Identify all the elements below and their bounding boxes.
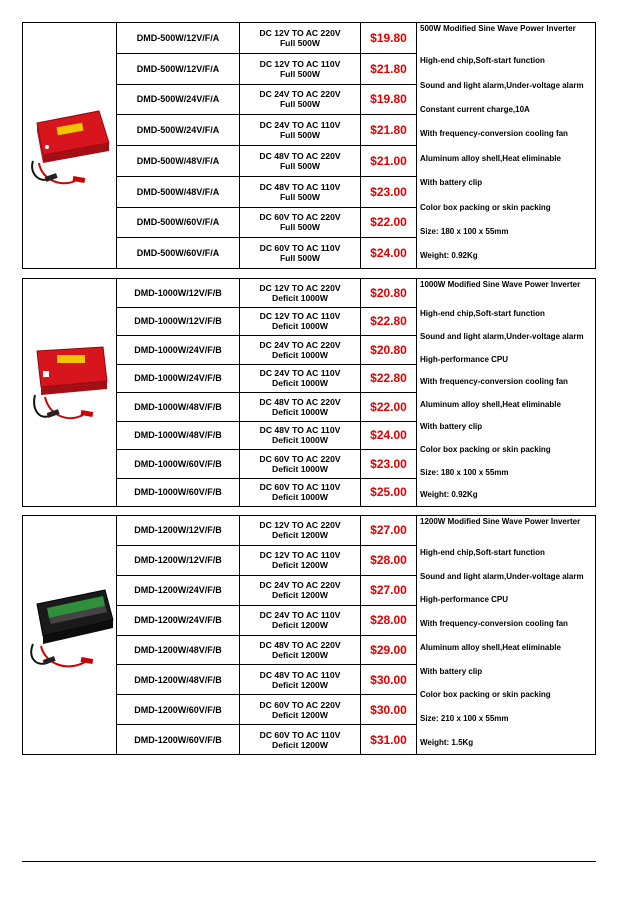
price-cell: $22.00 bbox=[370, 215, 407, 230]
price-cell: $29.00 bbox=[370, 642, 407, 657]
description-line: Sound and light alarm,Under-voltage alarm bbox=[420, 331, 584, 341]
spec-power: Deficit 1000W bbox=[272, 406, 328, 417]
spec-power: Deficit 1000W bbox=[272, 349, 328, 360]
spec-line: DC 24V TO AC 110V bbox=[259, 610, 341, 621]
description-line: High-performance CPU bbox=[420, 595, 509, 605]
price-cell: $27.00 bbox=[370, 583, 407, 598]
spec-power: Full 500W bbox=[279, 130, 321, 141]
model-cell: DMD-1000W/60V/F/B bbox=[117, 479, 240, 507]
spec-line: DC 24V TO AC 110V bbox=[259, 368, 341, 379]
spec-line: DC 24V TO AC 220V bbox=[259, 89, 341, 100]
model-cell: DMD-1000W/24V/F/B bbox=[117, 365, 240, 393]
table-row bbox=[117, 308, 416, 337]
spec-power: Deficit 1200W bbox=[272, 560, 328, 571]
spec-line: DC 12V TO AC 220V bbox=[259, 282, 341, 293]
description-line: With battery clip bbox=[420, 422, 483, 432]
model-cell: DMD-1200W/60V/F/B bbox=[117, 695, 240, 724]
description-line: Sound and light alarm,Under-voltage alarm bbox=[420, 571, 584, 581]
table-row bbox=[117, 146, 416, 177]
spec-line: DC 48V TO AC 110V bbox=[259, 181, 341, 192]
spec-cell bbox=[240, 665, 361, 694]
price-cell: $21.00 bbox=[370, 153, 407, 168]
price-cell: $31.00 bbox=[370, 732, 407, 747]
description-title: 500W Modified Sine Wave Power Inverter bbox=[420, 24, 576, 33]
description-line: Weight: 1.5Kg bbox=[420, 737, 474, 747]
model-cell: DMD-1200W/24V/F/B bbox=[117, 606, 240, 635]
spec-cell bbox=[240, 85, 361, 115]
model-cell: DMD-500W/60V/F/A bbox=[117, 208, 240, 238]
description-line: Size: 210 x 100 x 55mm bbox=[420, 713, 509, 723]
spec-line: DC 60V TO AC 110V bbox=[259, 729, 341, 740]
price-cell: $22.00 bbox=[370, 399, 407, 414]
model-cell: DMD-1200W/48V/F/B bbox=[117, 665, 240, 694]
spec-line: DC 12V TO AC 110V bbox=[259, 58, 341, 69]
spec-power: Full 500W bbox=[279, 99, 321, 110]
spec-power: Deficit 1200W bbox=[272, 709, 328, 720]
model-cell: DMD-1000W/48V/F/B bbox=[117, 393, 240, 421]
model-cell: DMD-500W/24V/F/A bbox=[117, 115, 240, 145]
description-line: With frequency-conversion cooling fan bbox=[420, 619, 568, 629]
description-line: Weight: 0.92Kg bbox=[420, 490, 478, 500]
model-cell: DMD-500W/12V/F/A bbox=[117, 54, 240, 84]
spec-line: DC 48V TO AC 220V bbox=[259, 639, 341, 650]
description-line: Size: 180 x 100 x 55mm bbox=[420, 467, 509, 477]
table-row bbox=[117, 606, 416, 636]
table-row bbox=[117, 208, 416, 239]
spec-cell bbox=[240, 422, 361, 450]
price-cell: $24.00 bbox=[370, 246, 407, 261]
spec-line: DC 60V TO AC 110V bbox=[259, 243, 341, 254]
table-row bbox=[117, 479, 416, 507]
spec-power: Full 500W bbox=[279, 253, 321, 264]
model-cell: DMD-1200W/60V/F/B bbox=[117, 725, 240, 754]
spec-line: DC 60V TO AC 110V bbox=[259, 482, 341, 493]
description-line: High-performance CPU bbox=[420, 354, 509, 364]
spec-line: DC 12V TO AC 220V bbox=[259, 520, 341, 531]
spec-power: Full 500W bbox=[279, 68, 321, 79]
description-line: Size: 180 x 100 x 55mm bbox=[420, 226, 509, 236]
spec-cell bbox=[240, 450, 361, 478]
model-cell: DMD-1000W/48V/F/B bbox=[117, 422, 240, 450]
price-cell: $30.00 bbox=[370, 702, 407, 717]
price-cell: $27.00 bbox=[370, 523, 407, 538]
description-line: Aluminum alloy shell,Heat eliminable bbox=[420, 642, 561, 652]
price-cell: $21.80 bbox=[370, 61, 407, 76]
spec-power: Full 500W bbox=[279, 160, 321, 171]
price-cell: $25.00 bbox=[370, 485, 407, 500]
spec-power: Deficit 1000W bbox=[272, 463, 328, 474]
table-row bbox=[117, 23, 416, 54]
table-row bbox=[117, 636, 416, 666]
price-cell: $20.80 bbox=[370, 285, 407, 300]
description-line: High-end chip,Soft-start function bbox=[420, 56, 545, 66]
price-rows-1000w bbox=[117, 279, 417, 506]
table-row bbox=[117, 336, 416, 365]
price-cell: $21.80 bbox=[370, 123, 407, 138]
spec-power: Deficit 1200W bbox=[272, 679, 328, 690]
description-line: With frequency-conversion cooling fan bbox=[420, 129, 568, 139]
spec-line: DC 60V TO AC 220V bbox=[259, 699, 341, 710]
spec-cell bbox=[240, 636, 361, 665]
spec-line: DC 48V TO AC 220V bbox=[259, 150, 341, 161]
table-row bbox=[117, 546, 416, 576]
description-line: High-end chip,Soft-start function bbox=[420, 309, 545, 319]
table-row bbox=[117, 725, 416, 754]
description-line: With battery clip bbox=[420, 666, 483, 676]
spec-cell bbox=[240, 606, 361, 635]
spec-power: Full 500W bbox=[279, 37, 321, 48]
spec-cell bbox=[240, 177, 361, 207]
model-cell: DMD-1200W/12V/F/B bbox=[117, 546, 240, 575]
spec-cell bbox=[240, 516, 361, 545]
spec-line: DC 12V TO AC 110V bbox=[259, 550, 341, 561]
table-row bbox=[117, 238, 416, 268]
description-line: Color box packing or skin packing bbox=[420, 202, 551, 212]
spec-power: Deficit 1000W bbox=[272, 492, 328, 503]
model-cell: DMD-1200W/24V/F/B bbox=[117, 576, 240, 605]
description-cell bbox=[417, 23, 595, 268]
price-cell: $19.80 bbox=[370, 92, 407, 107]
description-line: With frequency-conversion cooling fan bbox=[420, 377, 568, 387]
product-image-cell bbox=[23, 23, 117, 268]
price-cell: $22.80 bbox=[370, 314, 407, 329]
spec-line: DC 60V TO AC 220V bbox=[259, 212, 341, 223]
spec-cell bbox=[240, 576, 361, 605]
price-rows-1200w bbox=[117, 516, 417, 754]
description-line: Aluminum alloy shell,Heat eliminable bbox=[420, 399, 561, 409]
product-block-1200w bbox=[22, 515, 596, 755]
spec-cell bbox=[240, 308, 361, 336]
table-row bbox=[117, 365, 416, 394]
spec-power: Deficit 1000W bbox=[272, 378, 328, 389]
table-row bbox=[117, 54, 416, 85]
model-cell: DMD-500W/48V/F/A bbox=[117, 177, 240, 207]
description-line: Color box packing or skin packing bbox=[420, 444, 551, 454]
spec-line: DC 24V TO AC 220V bbox=[259, 580, 341, 591]
spec-cell bbox=[240, 23, 361, 53]
red-inverter-image bbox=[23, 23, 115, 268]
black-inverter-image bbox=[23, 516, 115, 754]
table-row bbox=[117, 695, 416, 725]
spec-power: Deficit 1200W bbox=[272, 590, 328, 601]
spec-line: DC 24V TO AC 220V bbox=[259, 339, 341, 350]
spec-power: Deficit 1200W bbox=[272, 530, 328, 541]
model-cell: DMD-500W/60V/F/A bbox=[117, 238, 240, 268]
price-cell: $19.80 bbox=[370, 30, 407, 45]
price-cell: $28.00 bbox=[370, 613, 407, 628]
model-cell: DMD-1000W/12V/F/B bbox=[117, 279, 240, 307]
price-rows-500w bbox=[117, 23, 417, 268]
price-cell: $28.00 bbox=[370, 553, 407, 568]
description-line: Aluminum alloy shell,Heat eliminable bbox=[420, 153, 561, 163]
description-cell bbox=[417, 279, 595, 506]
spec-power: Deficit 1000W bbox=[272, 435, 328, 446]
description-line: Color box packing or skin packing bbox=[420, 690, 551, 700]
footer-divider bbox=[22, 861, 596, 862]
table-row bbox=[117, 115, 416, 146]
product-image-cell bbox=[23, 516, 117, 754]
table-row bbox=[117, 422, 416, 451]
model-cell: DMD-500W/12V/F/A bbox=[117, 23, 240, 53]
spec-cell bbox=[240, 54, 361, 84]
description-line: Sound and light alarm,Under-voltage alarm bbox=[420, 80, 584, 90]
table-row bbox=[117, 279, 416, 308]
red-inverter-image bbox=[23, 279, 115, 506]
spec-cell bbox=[240, 115, 361, 145]
description-title: 1200W Modified Sine Wave Power Inverter bbox=[420, 517, 581, 526]
model-cell: DMD-1200W/48V/F/B bbox=[117, 636, 240, 665]
table-row bbox=[117, 85, 416, 116]
spec-line: DC 48V TO AC 110V bbox=[259, 425, 341, 436]
spec-power: Deficit 1000W bbox=[272, 292, 328, 303]
spec-power: Deficit 1200W bbox=[272, 620, 328, 631]
spec-cell bbox=[240, 546, 361, 575]
table-row bbox=[117, 576, 416, 606]
spec-power: Full 500W bbox=[279, 222, 321, 233]
spec-cell bbox=[240, 336, 361, 364]
spec-cell bbox=[240, 725, 361, 754]
spec-power: Deficit 1000W bbox=[272, 321, 328, 332]
price-cell: $23.00 bbox=[370, 456, 407, 471]
table-row bbox=[117, 393, 416, 422]
spec-line: DC 12V TO AC 220V bbox=[259, 27, 341, 38]
spec-line: DC 48V TO AC 110V bbox=[259, 669, 341, 680]
spec-cell bbox=[240, 238, 361, 268]
spec-line: DC 24V TO AC 110V bbox=[259, 120, 341, 131]
price-cell: $24.00 bbox=[370, 428, 407, 443]
spec-line: DC 12V TO AC 110V bbox=[259, 311, 341, 322]
spec-power: Full 500W bbox=[279, 191, 321, 202]
description-line: Weight: 0.92Kg bbox=[420, 251, 478, 261]
spec-cell bbox=[240, 279, 361, 307]
product-image-cell bbox=[23, 279, 117, 506]
spec-power: Deficit 1200W bbox=[272, 739, 328, 750]
description-line: High-end chip,Soft-start function bbox=[420, 548, 545, 558]
model-cell: DMD-1000W/12V/F/B bbox=[117, 308, 240, 336]
price-cell: $22.80 bbox=[370, 371, 407, 386]
spec-cell bbox=[240, 393, 361, 421]
model-cell: DMD-1200W/12V/F/B bbox=[117, 516, 240, 545]
table-row bbox=[117, 177, 416, 208]
table-row bbox=[117, 665, 416, 695]
table-row bbox=[117, 516, 416, 546]
description-cell bbox=[417, 516, 595, 754]
spec-cell bbox=[240, 146, 361, 176]
price-cell: $20.80 bbox=[370, 342, 407, 357]
model-cell: DMD-1000W/60V/F/B bbox=[117, 450, 240, 478]
spec-cell bbox=[240, 695, 361, 724]
description-line: With battery clip bbox=[420, 178, 483, 188]
spec-cell bbox=[240, 365, 361, 393]
model-cell: DMD-500W/48V/F/A bbox=[117, 146, 240, 176]
table-row bbox=[117, 450, 416, 479]
spec-line: DC 48V TO AC 220V bbox=[259, 396, 341, 407]
spec-line: DC 60V TO AC 220V bbox=[259, 453, 341, 464]
price-cell: $30.00 bbox=[370, 672, 407, 687]
model-cell: DMD-500W/24V/F/A bbox=[117, 85, 240, 115]
product-block-500w bbox=[22, 22, 596, 269]
price-cell: $23.00 bbox=[370, 184, 407, 199]
spec-cell bbox=[240, 479, 361, 507]
spec-cell bbox=[240, 208, 361, 238]
spec-power: Deficit 1200W bbox=[272, 649, 328, 660]
description-line: Constant current charge,10A bbox=[420, 104, 530, 114]
description-title: 1000W Modified Sine Wave Power Inverter bbox=[420, 280, 581, 289]
product-block-1000w bbox=[22, 278, 596, 507]
model-cell: DMD-1000W/24V/F/B bbox=[117, 336, 240, 364]
